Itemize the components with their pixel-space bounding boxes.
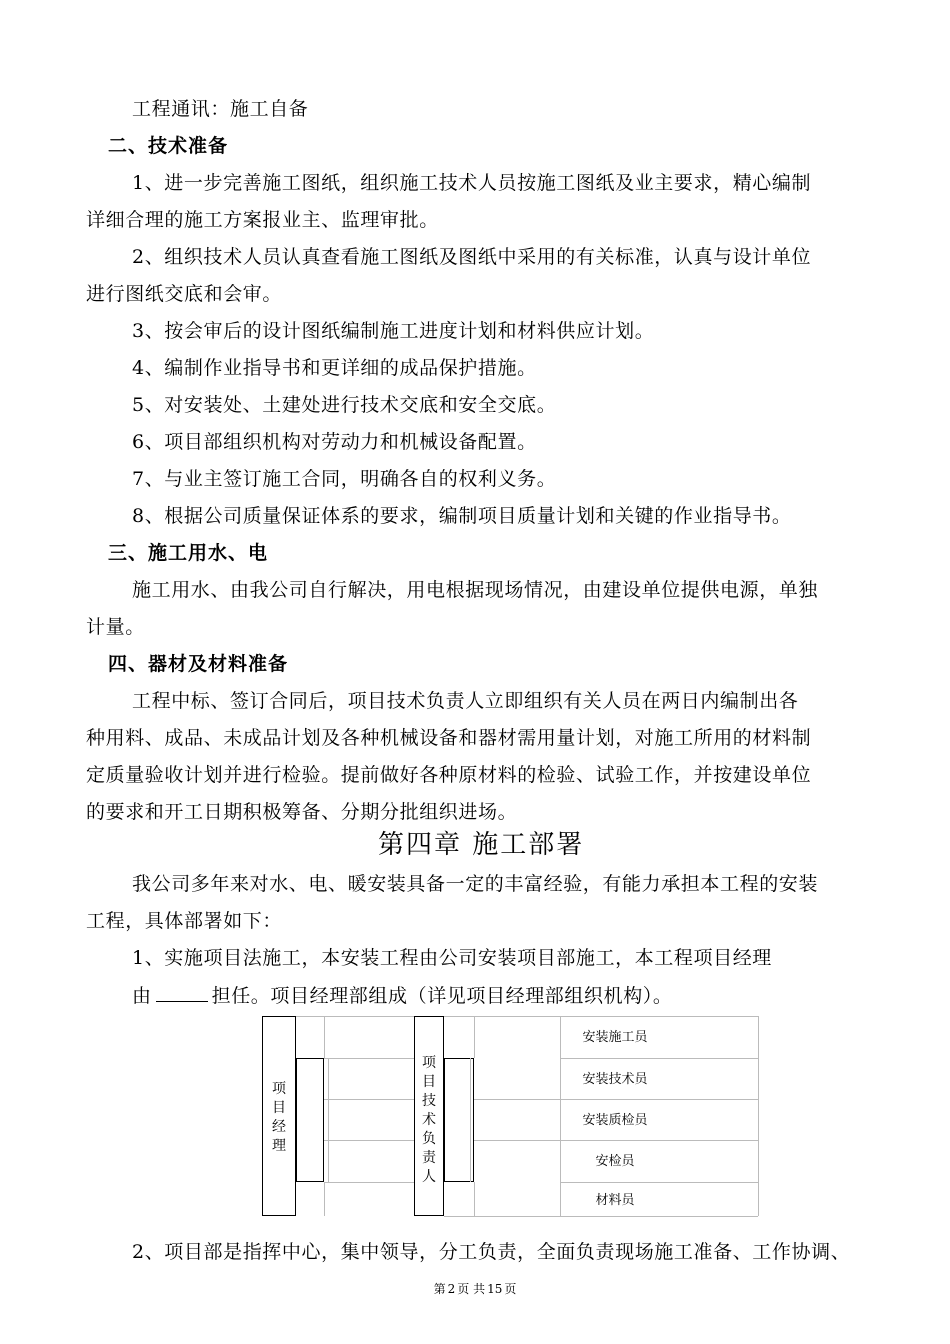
tech-lead-label (419, 1054, 439, 1187)
manager-char: 理 (272, 1138, 286, 1154)
footer-page: 2 (447, 1282, 456, 1296)
tech-lead-char: 责 (422, 1150, 436, 1166)
para-mat-a: 工程中标、签订合同后，项目技术负责人立即组织有关人员在两日内编制出各 (132, 690, 799, 712)
section-heading-water: 三、施工用水、电 (108, 542, 269, 564)
role-label: 安装技术员 (582, 1072, 648, 1087)
grid-line (560, 1182, 758, 1183)
grid-line (324, 1016, 325, 1058)
para-mat-c: 定质量验收计划并进行检验。提前做好各种原材料的检验、试验工作，并按建设单位 (86, 764, 812, 786)
para-chap-d (132, 983, 673, 1008)
footer-total: 15 (487, 1282, 503, 1296)
manager-label (269, 1080, 289, 1156)
org-chart (262, 1016, 758, 1216)
tech-lead-char: 负 (422, 1131, 436, 1147)
para-chap-e: 2、项目部是指挥中心，集中领导，分工负责，全面负责现场施工准备、工作协调、 (132, 1241, 851, 1263)
grid-line (560, 1016, 758, 1017)
role-label: 安装施工员 (582, 1030, 648, 1045)
grid-line (474, 1182, 475, 1216)
para-tech-2b: 进行图纸交底和会审。 (86, 283, 283, 305)
para-water-b: 计量。 (86, 616, 145, 638)
grid-line (324, 1099, 414, 1100)
para-tech-5: 5、对安装处、土建处进行技术交底和安全交底。 (132, 394, 557, 416)
para-tech-4: 4、编制作业指导书和更详细的成品保护措施。 (132, 357, 537, 379)
para-tech-8: 8、根据公司质量保证体系的要求，编制项目质量计划和关键的作业指导书。 (132, 505, 792, 527)
para-tech-6: 6、项目部组织机构对劳动力和机械设备配置。 (132, 431, 537, 453)
grid-line (444, 1216, 560, 1217)
grid-line (324, 1182, 325, 1216)
grid-line (470, 1058, 471, 1182)
grid-line (296, 1016, 414, 1017)
para-chap-d-post: 担任。项目经理部组成（详见项目经理部组织机构）。 (211, 985, 673, 1007)
para-chap-d-pre: 由 (132, 985, 152, 1007)
grid-line (324, 1140, 414, 1141)
grid-line (444, 1016, 560, 1017)
manager-char: 经 (272, 1119, 286, 1135)
chapter-title: 第四章 施工部署 (378, 830, 585, 860)
grid-line (560, 1216, 758, 1217)
grid-line (758, 1016, 759, 1216)
tech-lead-char: 术 (422, 1112, 436, 1128)
grid-line (560, 1058, 758, 1059)
section-heading-materials: 四、器材及材料准备 (108, 653, 289, 675)
section-heading-tech: 二、技术准备 (108, 135, 229, 157)
manager-char: 项 (272, 1081, 286, 1097)
grid-line (474, 1016, 475, 1058)
para-chap-b: 工程，具体部署如下： (86, 910, 283, 932)
grid-line (560, 1099, 758, 1100)
para-mat-d: 的要求和开工日期积极筹备、分期分批组织进场。 (86, 801, 518, 823)
grid-line (324, 1058, 414, 1059)
para-tech-1a: 1、进一步完善施工图纸，组织施工技术人员按施工图纸及业主要求，精心编制 (132, 172, 812, 194)
grid-line (560, 1140, 758, 1141)
para-tech-3: 3、按会审后的设计图纸编制施工进度计划和材料供应计划。 (132, 320, 655, 342)
tech-lead-char: 人 (422, 1169, 436, 1185)
footer-post: 页 (504, 1282, 517, 1296)
tech-lead-char: 目 (422, 1074, 436, 1090)
manager-char: 目 (272, 1100, 286, 1116)
page-footer (0, 1281, 950, 1297)
para-water-a: 施工用水、由我公司自行解决，用电根据现场情况，由建设单位提供电源，单独 (132, 579, 819, 601)
grid-line (328, 1058, 329, 1182)
tech-lead-char: 项 (422, 1055, 436, 1071)
tech-lead-char: 技 (422, 1093, 436, 1109)
footer-pre: 第 (433, 1282, 446, 1296)
para-chap-a: 我公司多年来对水、电、暖安装具备一定的丰富经验，有能力承担本工程的安装 (132, 873, 819, 895)
role-label: 材料员 (595, 1193, 635, 1208)
bracket-left (296, 1058, 324, 1182)
grid-line (324, 1182, 414, 1183)
comm-line: 工程通讯：施工自备 (132, 98, 309, 120)
blank-underline (156, 983, 208, 1002)
para-chap-c: 1、实施项目法施工，本安装工程由公司安装项目部施工，本工程项目经理 (132, 947, 772, 969)
footer-mid: 页 共 (457, 1282, 486, 1296)
para-tech-7: 7、与业主签订施工合同，明确各自的权利义务。 (132, 468, 557, 490)
role-label: 安装质检员 (582, 1113, 648, 1128)
para-mat-b: 种用料、成品、未成品计划及各种机械设备和器材需用量计划，对施工所用的材料制 (86, 727, 812, 749)
grid-line (474, 1099, 560, 1100)
grid-line (474, 1140, 560, 1141)
role-label: 安检员 (595, 1154, 635, 1169)
para-tech-2a: 2、组织技术人员认真查看施工图纸及图纸中采用的有关标准，认真与设计单位 (132, 246, 812, 268)
para-tech-1b: 详细合理的施工方案报业主、监理审批。 (86, 209, 439, 231)
